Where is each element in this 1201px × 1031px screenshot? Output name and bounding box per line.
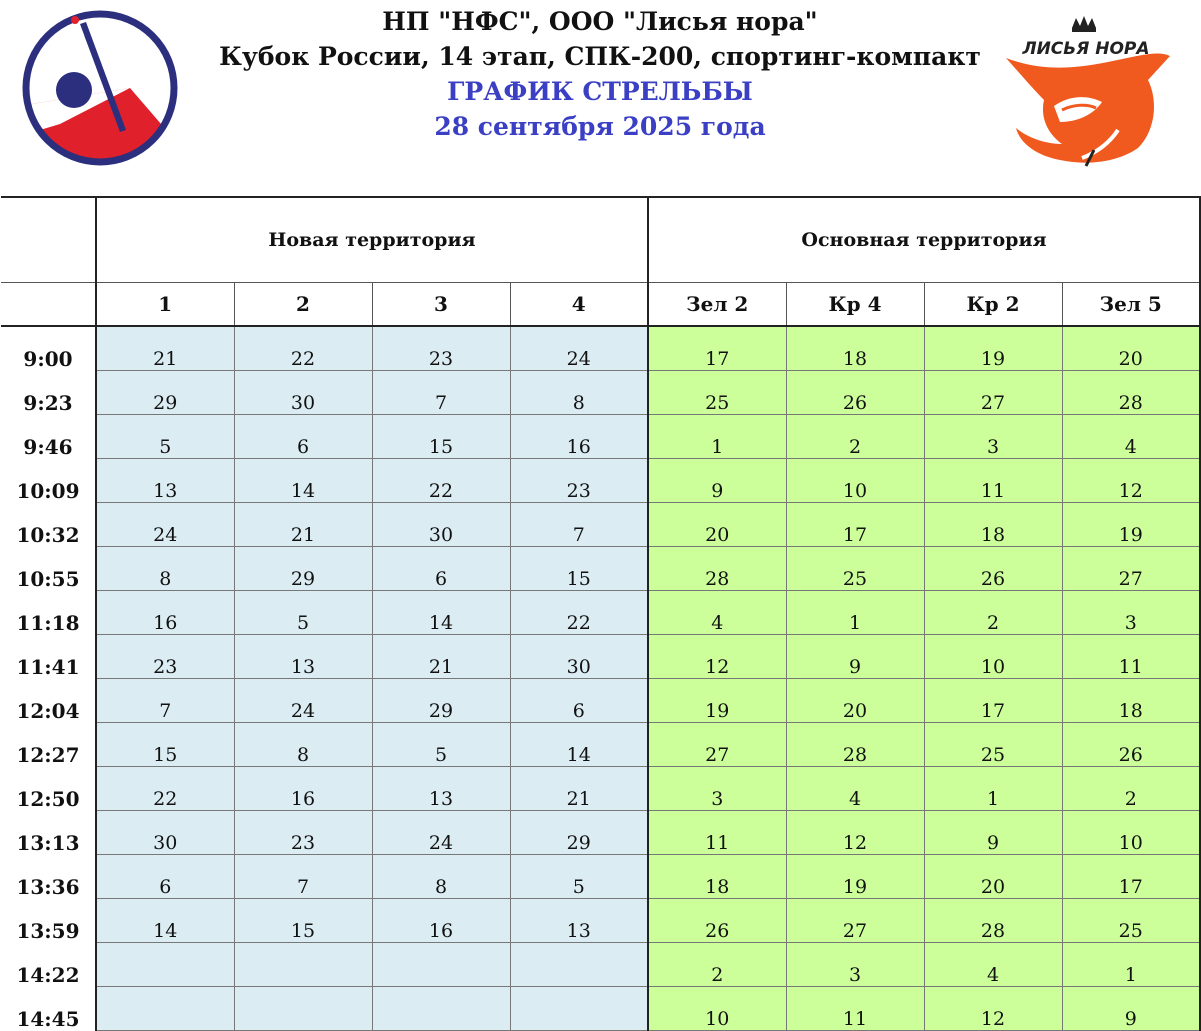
squad-cell: 21	[234, 503, 372, 547]
squad-cell: 11	[648, 811, 786, 855]
table-row	[1, 326, 1200, 371]
squad-cell: 24	[234, 679, 372, 723]
squad-cell: 22	[96, 767, 234, 811]
squad-cell: 1	[786, 591, 924, 635]
squad-cell: 22	[372, 459, 510, 503]
event-line: Кубок России, 14 этап, СПК-200, спортинг-компакт	[219, 42, 981, 71]
squad-cell: 22	[510, 591, 648, 635]
squad-cell: 1	[1062, 943, 1200, 987]
squad-cell: 18	[1062, 679, 1200, 723]
shooter-emblem-icon	[20, 6, 180, 170]
squad-cell: 27	[648, 723, 786, 767]
corner-cell	[1, 197, 96, 283]
squad-cell	[510, 943, 648, 987]
squad-cell: 3	[924, 415, 1062, 459]
squad-cell: 27	[924, 371, 1062, 415]
squad-cell: 7	[96, 679, 234, 723]
squad-cell: 30	[96, 811, 234, 855]
squad-cell	[96, 987, 234, 1031]
squad-cell: 9	[1062, 987, 1200, 1031]
squad-cell: 27	[1062, 547, 1200, 591]
table-row	[1, 547, 1200, 591]
time-cell: 12:04	[16, 698, 80, 723]
federation-logo	[20, 6, 180, 170]
squad-cell: 16	[372, 899, 510, 943]
squad-cell: 16	[510, 415, 648, 459]
squad-cell: 8	[96, 547, 234, 591]
squad-cell: 16	[234, 767, 372, 811]
column-header: Зел 2	[648, 283, 786, 327]
squad-cell: 19	[648, 679, 786, 723]
time-cell: 12:27	[16, 742, 80, 767]
group-new-territory: Новая территория	[96, 197, 648, 283]
squad-cell: 20	[648, 503, 786, 547]
squad-cell: 20	[1062, 326, 1200, 371]
squad-cell: 26	[648, 899, 786, 943]
squad-cell: 23	[234, 811, 372, 855]
squad-cell	[372, 943, 510, 987]
time-column-header	[1, 283, 96, 327]
lisya-nora-logo	[998, 10, 1176, 170]
squad-cell: 14	[234, 459, 372, 503]
squad-cell: 30	[372, 503, 510, 547]
squad-cell: 7	[510, 503, 648, 547]
table-row	[1, 723, 1200, 767]
squad-cell: 30	[234, 371, 372, 415]
squad-cell: 28	[924, 899, 1062, 943]
squad-cell: 29	[96, 371, 234, 415]
squad-cell: 21	[372, 635, 510, 679]
squad-cell: 25	[1062, 899, 1200, 943]
table-row	[1, 459, 1200, 503]
squad-cell: 19	[1062, 503, 1200, 547]
squad-cell: 7	[372, 371, 510, 415]
squad-cell: 6	[372, 547, 510, 591]
squad-cell: 2	[786, 415, 924, 459]
squad-cell: 6	[96, 855, 234, 899]
time-cell: 13:59	[16, 918, 80, 943]
column-header: Кр 2	[924, 283, 1062, 327]
squad-cell: 13	[234, 635, 372, 679]
squad-cell: 17	[1062, 855, 1200, 899]
squad-cell: 26	[786, 371, 924, 415]
squad-cell: 1	[648, 415, 786, 459]
squad-cell: 29	[510, 811, 648, 855]
squad-cell: 26	[924, 547, 1062, 591]
squad-cell: 21	[96, 326, 234, 371]
squad-cell: 8	[510, 371, 648, 415]
table-row	[1, 811, 1200, 855]
table-row	[1, 591, 1200, 635]
squad-cell: 9	[786, 635, 924, 679]
table-row	[1, 635, 1200, 679]
time-cell: 11:41	[16, 654, 80, 679]
squad-cell: 23	[96, 635, 234, 679]
squad-cell	[96, 943, 234, 987]
time-cell: 9:00	[23, 346, 73, 371]
squad-cell: 24	[96, 503, 234, 547]
squad-cell: 5	[234, 591, 372, 635]
time-cell: 14:22	[16, 962, 80, 987]
squad-cell: 26	[1062, 723, 1200, 767]
table-row	[1, 767, 1200, 811]
squad-cell: 20	[786, 679, 924, 723]
table-row	[1, 987, 1200, 1031]
squad-cell: 10	[1062, 811, 1200, 855]
squad-cell: 10	[924, 635, 1062, 679]
squad-cell: 5	[372, 723, 510, 767]
table-row	[1, 943, 1200, 987]
squad-cell: 15	[510, 547, 648, 591]
squad-cell: 4	[648, 591, 786, 635]
squad-cell: 19	[786, 855, 924, 899]
squad-cell: 3	[786, 943, 924, 987]
time-cell: 9:23	[23, 390, 73, 415]
squad-cell: 28	[1062, 371, 1200, 415]
squad-cell: 27	[786, 899, 924, 943]
squad-cell: 4	[924, 943, 1062, 987]
squad-cell: 15	[234, 899, 372, 943]
lisya-nora-wordmark: ЛИСЬЯ НОРА	[1022, 39, 1150, 59]
shooting-schedule-table	[1, 196, 1201, 1031]
squad-cell: 28	[786, 723, 924, 767]
squad-cell: 28	[648, 547, 786, 591]
squad-cell: 14	[96, 899, 234, 943]
squad-cell: 12	[924, 987, 1062, 1031]
squad-cell: 18	[648, 855, 786, 899]
squad-cell: 25	[786, 547, 924, 591]
column-header: 3	[372, 283, 510, 327]
time-cell: 10:55	[16, 566, 80, 591]
squad-cell: 5	[510, 855, 648, 899]
squad-cell: 13	[372, 767, 510, 811]
squad-cell: 13	[96, 459, 234, 503]
column-header: 2	[234, 283, 372, 327]
squad-cell: 2	[1062, 767, 1200, 811]
squad-cell: 11	[786, 987, 924, 1031]
squad-cell: 7	[234, 855, 372, 899]
squad-cell: 15	[372, 415, 510, 459]
squad-cell: 3	[1062, 591, 1200, 635]
squad-cell: 29	[372, 679, 510, 723]
page-header	[200, 4, 1000, 144]
squad-cell: 17	[924, 679, 1062, 723]
squad-cell: 23	[372, 326, 510, 371]
time-cell: 14:45	[16, 1006, 80, 1031]
table-row	[1, 855, 1200, 899]
squad-cell: 9	[924, 811, 1062, 855]
squad-cell: 17	[786, 503, 924, 547]
time-cell: 9:46	[23, 434, 73, 459]
table-row	[1, 679, 1200, 723]
time-cell: 13:36	[16, 874, 80, 899]
squad-cell: 5	[96, 415, 234, 459]
squad-cell: 17	[648, 326, 786, 371]
squad-cell: 22	[234, 326, 372, 371]
squad-cell: 21	[510, 767, 648, 811]
squad-cell: 10	[786, 459, 924, 503]
column-header: Кр 4	[786, 283, 924, 327]
time-cell: 13:13	[16, 830, 80, 855]
column-header: 1	[96, 283, 234, 327]
squad-cell: 24	[372, 811, 510, 855]
squad-cell: 15	[96, 723, 234, 767]
squad-cell: 12	[786, 811, 924, 855]
squad-cell	[234, 943, 372, 987]
column-header-row	[1, 283, 1200, 327]
table-row	[1, 503, 1200, 547]
squad-cell: 2	[924, 591, 1062, 635]
column-header: 4	[510, 283, 648, 327]
squad-cell: 18	[786, 326, 924, 371]
squad-cell: 12	[1062, 459, 1200, 503]
squad-cell: 6	[234, 415, 372, 459]
squad-cell: 14	[372, 591, 510, 635]
squad-cell: 11	[1062, 635, 1200, 679]
squad-cell: 18	[924, 503, 1062, 547]
squad-cell: 30	[510, 635, 648, 679]
squad-cell: 8	[234, 723, 372, 767]
squad-cell: 8	[372, 855, 510, 899]
squad-cell: 29	[234, 547, 372, 591]
squad-cell: 12	[648, 635, 786, 679]
squad-cell: 11	[924, 459, 1062, 503]
schedule-title: ГРАФИК СТРЕЛЬБЫ	[447, 77, 753, 106]
time-cell: 10:09	[16, 478, 80, 503]
squad-cell: 16	[96, 591, 234, 635]
group-header-row	[1, 197, 1200, 283]
squad-cell: 4	[786, 767, 924, 811]
time-cell: 11:18	[16, 610, 80, 635]
squad-cell: 9	[648, 459, 786, 503]
squad-cell: 6	[510, 679, 648, 723]
squad-cell	[234, 987, 372, 1031]
table-row	[1, 899, 1200, 943]
column-header: Зел 5	[1062, 283, 1200, 327]
squad-cell: 10	[648, 987, 786, 1031]
table-row	[1, 415, 1200, 459]
squad-cell: 13	[510, 899, 648, 943]
squad-cell: 2	[648, 943, 786, 987]
time-cell: 12:50	[16, 786, 80, 811]
time-cell: 10:32	[16, 522, 80, 547]
squad-cell: 20	[924, 855, 1062, 899]
squad-cell: 1	[924, 767, 1062, 811]
event-date: 28 сентября 2025 года	[434, 112, 766, 141]
squad-cell: 19	[924, 326, 1062, 371]
squad-cell: 24	[510, 326, 648, 371]
squad-cell	[510, 987, 648, 1031]
squad-cell: 25	[924, 723, 1062, 767]
table-row	[1, 371, 1200, 415]
squad-cell: 3	[648, 767, 786, 811]
organizer-line: НП "НФС", ООО "Лисья нора"	[382, 7, 818, 36]
squad-cell: 23	[510, 459, 648, 503]
squad-cell	[372, 987, 510, 1031]
group-main-territory: Основная территория	[648, 197, 1200, 283]
squad-cell: 25	[648, 371, 786, 415]
squad-cell: 4	[1062, 415, 1200, 459]
fox-logo-icon	[998, 10, 1176, 170]
squad-cell: 14	[510, 723, 648, 767]
